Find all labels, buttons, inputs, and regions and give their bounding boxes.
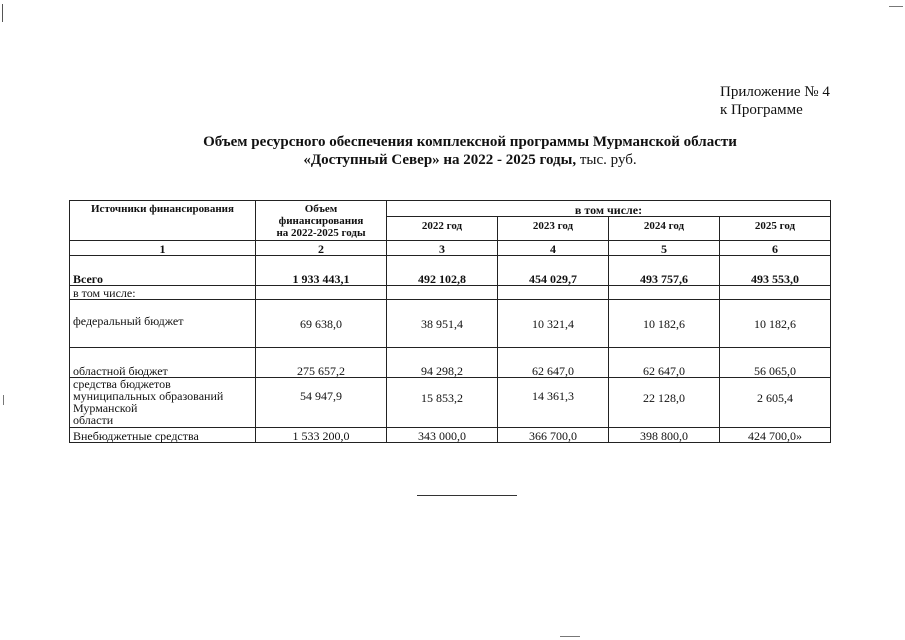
cell-total: 275 657,2 [256, 348, 387, 378]
cell-total: 1 933 443,1 [256, 256, 387, 286]
column-number: 2 [256, 241, 387, 256]
cell-2024: 22 128,0 [609, 378, 720, 428]
header-year-2025: 2025 год [720, 217, 831, 241]
header-year-2022: 2022 год [387, 217, 498, 241]
empty-cell [498, 286, 609, 300]
table-header-row [70, 201, 831, 217]
cell-2024: 493 757,6 [609, 256, 720, 286]
row-label-line: области [73, 413, 114, 427]
cell-2024: 398 800,0 [609, 428, 720, 443]
title-unit: тыс. руб. [576, 152, 637, 168]
cell-2023: 10 321,4 [498, 300, 609, 348]
row-label-line: средства бюджетов [73, 377, 171, 391]
cell-2023: 14 361,3 [498, 378, 609, 428]
header-year-2023: 2023 год [498, 217, 609, 241]
header-volume-line-2: финансирования [278, 215, 364, 227]
row-label: в том числе: [70, 286, 256, 300]
table-row-including [70, 286, 831, 300]
title-program-name: «Доступный Север» на 2022 - 2025 годы, [303, 152, 577, 168]
financing-table [69, 200, 831, 443]
appendix-number: Приложение № 4 [720, 84, 830, 100]
scan-bottom-mark [560, 636, 580, 637]
column-number: 6 [720, 241, 831, 256]
title-line-1: Объем ресурсного обеспечения комплексной программы Мурманской области [203, 134, 737, 150]
table-row-federal [70, 300, 831, 348]
cell-2025: 424 700,0» [720, 428, 831, 443]
row-label: Всего [70, 256, 256, 286]
cell-2023: 366 700,0 [498, 428, 609, 443]
appendix-reference [720, 83, 830, 119]
cell-2025: 10 182,6 [720, 300, 831, 348]
cell-2025: 2 605,4 [720, 378, 831, 428]
scan-margin-mark [2, 4, 3, 22]
cell-2023: 62 647,0 [498, 348, 609, 378]
row-label [70, 378, 256, 428]
column-number: 3 [387, 241, 498, 256]
row-label-line: муниципальных образований [73, 389, 224, 403]
cell-2022: 492 102,8 [387, 256, 498, 286]
table-row-regional [70, 348, 831, 378]
cell-2024: 62 647,0 [609, 348, 720, 378]
cell-2022: 15 853,2 [387, 378, 498, 428]
header-volume-line-3: на 2022-2025 годы [276, 227, 366, 239]
cell-total: 1 533 200,0 [256, 428, 387, 443]
header-sources: Источники финансирования [70, 201, 256, 241]
table-row-municipal [70, 378, 831, 428]
cell-2025: 493 553,0 [720, 256, 831, 286]
cell-total: 69 638,0 [256, 300, 387, 348]
cell-2024: 10 182,6 [609, 300, 720, 348]
cell-2022: 94 298,2 [387, 348, 498, 378]
cell-2022: 343 000,0 [387, 428, 498, 443]
appendix-program: к Программе [720, 102, 803, 118]
cell-total: 54 947,9 [256, 378, 387, 428]
column-number: 4 [498, 241, 609, 256]
column-number-row [70, 241, 831, 256]
row-label: областной бюджет [70, 348, 256, 378]
table-row-extrabudget [70, 428, 831, 443]
header-including: в том числе: [387, 201, 831, 217]
header-year-2024: 2024 год [609, 217, 720, 241]
separator-line [417, 495, 517, 496]
row-label: федеральный бюджет [70, 300, 256, 348]
row-label-line: Мурманской [73, 401, 138, 415]
cell-2022: 38 951,4 [387, 300, 498, 348]
empty-cell [609, 286, 720, 300]
cell-2025: 56 065,0 [720, 348, 831, 378]
empty-cell [387, 286, 498, 300]
document-title [120, 133, 820, 169]
column-number: 5 [609, 241, 720, 256]
header-volume [256, 201, 387, 241]
title-line-2 [120, 151, 820, 169]
table-row-total [70, 256, 831, 286]
column-number: 1 [70, 241, 256, 256]
cell-2023: 454 029,7 [498, 256, 609, 286]
empty-cell [256, 286, 387, 300]
header-volume-line-1: Объем [304, 203, 338, 215]
row-label: Внебюджетные средства [70, 428, 256, 443]
scan-margin-mark [3, 395, 4, 405]
scan-corner-mark [889, 6, 903, 7]
empty-cell [720, 286, 831, 300]
